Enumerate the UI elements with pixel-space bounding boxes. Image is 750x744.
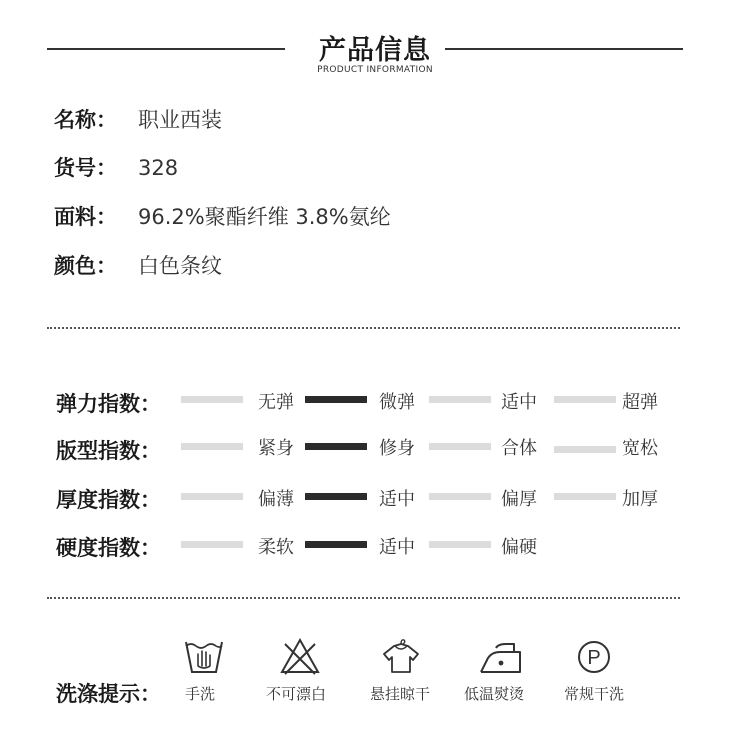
index-option: 宽松 [622,438,658,459]
info-value: 96.2%聚酯纤维 3.8%氨纶 [138,205,391,229]
index-option: 加厚 [622,489,658,510]
info-row-name [54,104,222,134]
index-bar [429,541,491,548]
index-bar [429,493,491,500]
low-iron-icon [478,636,524,676]
index-bar [181,443,243,450]
index-label-elasticity: 弹力指数： [56,392,161,416]
index-bar [554,396,616,403]
page-subtitle: PRODUCT INFORMATION [317,65,433,75]
index-bar [305,541,367,548]
info-value: 职业西装 [138,108,222,132]
divider-dotted-2 [47,597,680,599]
index-bar [181,396,243,403]
index-option: 偏薄 [258,489,294,510]
info-row-sku [54,152,178,182]
no-bleach-icon [279,636,321,676]
index-bar [554,446,616,453]
index-bar [305,443,367,450]
info-row-fabric [54,201,391,231]
dry-clean-icon [575,636,613,676]
index-option: 紧身 [258,438,294,459]
page-title: 产品信息 [319,35,431,66]
index-option: 适中 [501,392,537,413]
index-label-fit: 版型指数： [56,439,161,463]
care-text: 手洗 [185,685,216,703]
index-label-thickness: 厚度指数： [56,488,161,512]
hang-dry-icon [380,636,422,676]
divider-dotted-1 [47,327,680,329]
info-value: 白色条纹 [138,254,222,278]
index-bar [429,396,491,403]
info-row-color [54,250,222,280]
index-option: 适中 [379,489,415,510]
dry-clean-symbol: P [587,647,601,669]
index-option: 微弹 [379,392,415,413]
info-label: 面料： [54,205,117,229]
index-bar [181,493,243,500]
index-option: 合体 [501,438,537,459]
index-bar [554,493,616,500]
info-value: 328 [138,156,179,180]
index-option: 无弹 [258,392,294,413]
care-text: 悬挂晾干 [370,685,431,703]
index-option: 修身 [379,438,415,459]
care-text: 低温熨烫 [464,685,525,703]
index-option: 偏硬 [501,537,537,558]
index-label-hardness: 硬度指数： [56,536,161,560]
index-bar [429,443,491,450]
hand-wash-icon [180,636,228,676]
info-label: 颜色： [54,254,117,278]
index-option: 偏厚 [501,489,537,510]
index-bar [181,541,243,548]
index-option: 柔软 [258,537,294,558]
info-label: 货号： [54,156,117,180]
index-option: 超弹 [622,392,658,413]
info-label: 名称： [54,108,117,132]
index-option: 适中 [379,537,415,558]
care-label: 洗涤提示： [56,682,161,706]
care-text: 不可漂白 [266,685,327,703]
index-bar [305,493,367,500]
index-bar [305,396,367,403]
care-text: 常规干洗 [564,685,625,703]
